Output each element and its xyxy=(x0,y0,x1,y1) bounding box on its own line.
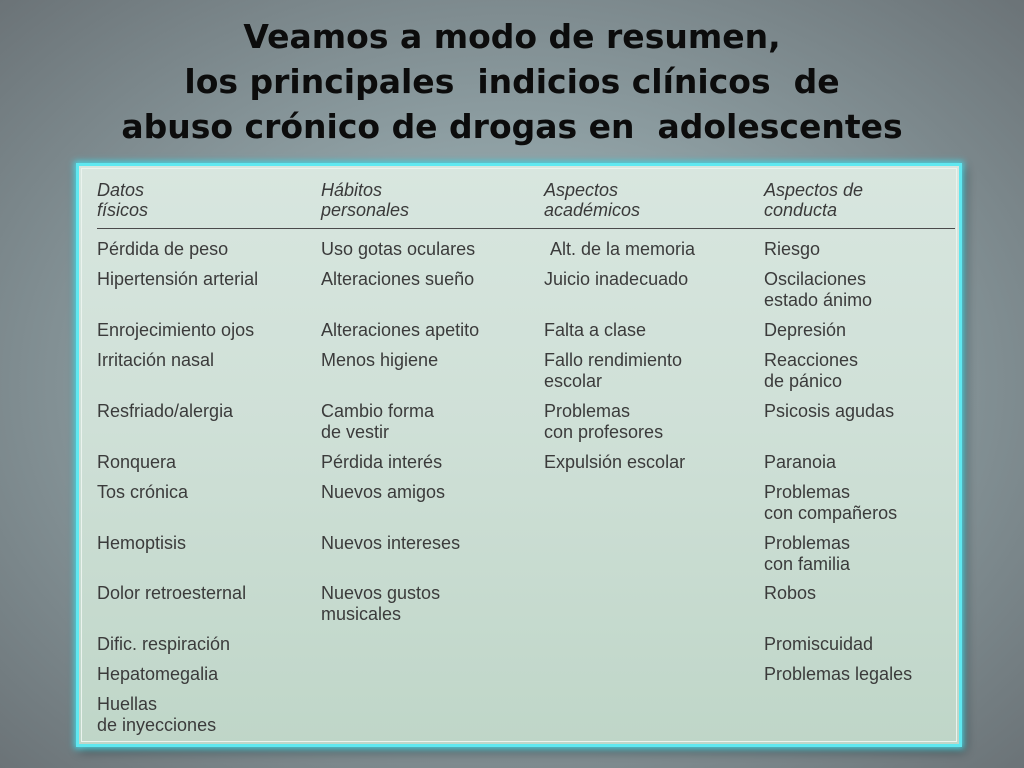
header-aspectos-academicos: Aspectos académicos xyxy=(544,180,641,220)
table-cell: Enrojecimiento ojos xyxy=(97,320,255,340)
table-cell: Hipertensión arterial xyxy=(97,269,259,289)
table-body xyxy=(81,168,957,742)
table-cell: Resfriado/alergia xyxy=(97,401,234,421)
table-cell: Pérdida de peso xyxy=(97,239,229,259)
table-cell: Depresión xyxy=(764,320,847,340)
header-divider xyxy=(97,228,955,229)
table-cell: Menos higiene xyxy=(321,350,439,370)
title-line-3: abuso crónico de drogas en adolescentes xyxy=(121,107,903,146)
table-cell: Reacciones de pánico xyxy=(764,350,859,391)
table-cell: Falta a clase xyxy=(544,320,647,340)
table-cell: Paranoia xyxy=(764,452,837,472)
table-cell: Irritación nasal xyxy=(97,350,215,370)
table-cell: Hemoptisis xyxy=(97,533,187,553)
table-cell: Nuevos gustos musicales xyxy=(321,583,441,624)
table-cell: Robos xyxy=(764,583,817,603)
table-cell: Oscilaciones estado ánimo xyxy=(764,269,873,310)
table-cell: Dific. respiración xyxy=(97,634,231,654)
title-line-1: Veamos a modo de resumen, xyxy=(243,17,781,56)
table-cell: Tos crónica xyxy=(97,482,189,502)
slide-title xyxy=(0,14,1024,149)
table-cell: Juicio inadecuado xyxy=(544,269,689,289)
table-cell: Alteraciones apetito xyxy=(321,320,480,340)
table-cell: Dolor retroesternal xyxy=(97,583,247,603)
table-cell: Huellas de inyecciones xyxy=(97,694,217,735)
table-cell: Problemas legales xyxy=(764,664,913,684)
table-cell: Uso gotas oculares xyxy=(321,239,476,259)
table-cell: Cambio forma de vestir xyxy=(321,401,435,442)
table-cell: Alteraciones sueño xyxy=(321,269,475,289)
header-datos-fisicos: Datos físicos xyxy=(97,180,149,220)
table-cell: Expulsión escolar xyxy=(544,452,686,472)
header-habitos-personales: Hábitos personales xyxy=(321,180,410,220)
table-cell: Ronquera xyxy=(97,452,177,472)
drug-abuse-indicators-table xyxy=(76,163,962,747)
table-cell: Alt. de la memoria xyxy=(550,239,696,259)
table-cell: Problemas con compañeros xyxy=(764,482,898,523)
table-cell: Pérdida interés xyxy=(321,452,443,472)
table-cell: Hepatomegalia xyxy=(97,664,219,684)
table-cell: Nuevos amigos xyxy=(321,482,446,502)
table-cell: Psicosis agudas xyxy=(764,401,895,421)
table-cell: Nuevos intereses xyxy=(321,533,461,553)
header-aspectos-conducta: Aspectos de conducta xyxy=(764,180,864,220)
table-cell: Promiscuidad xyxy=(764,634,874,654)
table-cell: Fallo rendimiento escolar xyxy=(544,350,683,391)
table-cell: Riesgo xyxy=(764,239,821,259)
table-cell: Problemas con familia xyxy=(764,533,851,574)
table-cell: Problemas con profesores xyxy=(544,401,664,442)
title-line-2: los principales indicios clínicos de xyxy=(184,62,840,101)
